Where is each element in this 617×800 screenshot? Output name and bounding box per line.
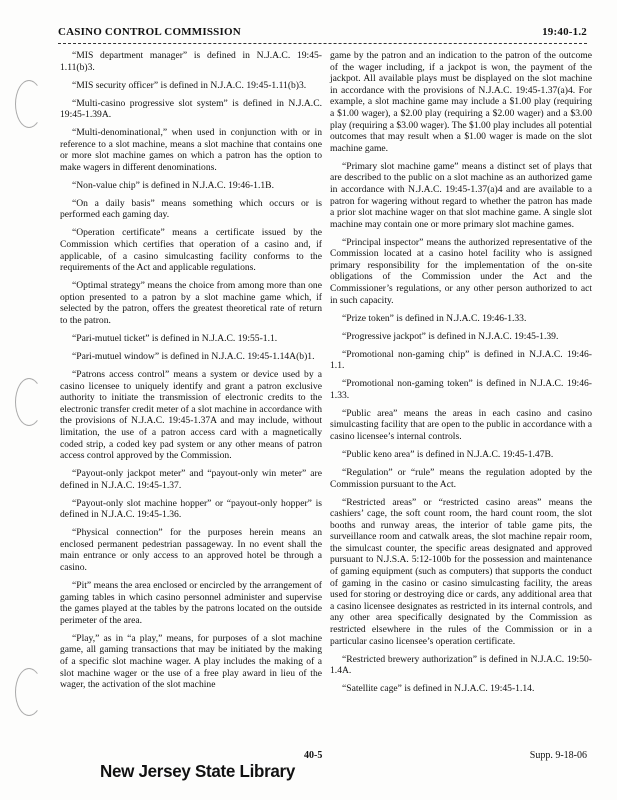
header-section-number: 19:40-1.2 [542,26,587,38]
definition-paragraph: “Pari-mutuel ticket” is defined in N.J.A.C. 19:55-1.1. [72,333,278,344]
definition-paragraph: “Pit” means the area enclosed or encircled by the arrangement of gaming tables in which casino personnel administer and supervise the games played at the tables by the patrons located on the outside perimeter of the area. [60,580,322,626]
definition-paragraph: “On a daily basis” means something which occurs or is performed each gaming day. [60,197,322,221]
definition-paragraph: “MIS security officer” is defined in N.J.A.C. 19:45-1.11(b)3. [72,79,307,91]
page-number: 40-5 [304,750,323,761]
definition-paragraph: “Satellite cage” is defined in N.J.A.C. 19:45-1.14. [342,683,535,695]
definition-paragraph: “Principal inspector” means the authorized representative of the Commission located at a casino hotel facility who is assigned primary responsibility for the implementation of the on-site obligations of the Commission under the Act and the Commissioner’s regulations, or any other person authorized to act in such capacity. [330,236,592,306]
punch-hole-mark [15,668,43,716]
definition-paragraph: “Restricted brewery authorization” is defined in N.J.A.C. 19:50-1.4A. [330,653,592,677]
definition-paragraph: “Physical connection” for the purposes herein means an enclosed permanent pedestrian passageway. In no event shall the main entrance or only access to an approved hotel be through a casino. [60,527,322,574]
left-column [60,50,322,697]
header-rule [58,43,587,44]
continued-paragraph: game by the patron and an indication to the patron of the outcome of the wager including, if a jackpot is won, the payment of the jackpot. All available plays must be displayed on the slot machine in accordance with the provisions of N.J.A.C. 19:45-1.37(a)4. For example, a slot machine game may include a $1.00 play (requiring a $1.00 wager), a $2.00 play (requiring a $2.00 wager) and a $3.00 play (requiring a $3.00 wager). The $1.00 play includes all potential outcomes that may result when a $1.00 wager is made on the slot machine game. [330,50,592,154]
punch-hole-mark [15,80,43,128]
definition-paragraph: “Restricted areas” or “restricted casino areas” means the cashiers’ cage, the soft count room, the hard count room, the slot booths and runway areas, the interior of table game pits, the surveillance room and catwalk areas, the slot machine repair room, the simulcast counter, the specific areas designated and approved pursuant to N.J.S.A. 5:12-100b for the possession and maintenance of gaming equipment (such as computers) that supports the conduct of gaming in the casino or casino simulcasting facility, the areas used for storing or destroying dice or cards, any additional area that a casino licensee designates as restricted in its internal controls, and any other area specifically designated by the Commission as restricted elsewhere in the rules of the Commission or in a particular casino licensee’s operation certificate. [330,496,592,647]
definition-paragraph: “Operation certificate” means a certificate issued by the Commission which certifies that operation of a casino and, if applicable, of a casino simulcasting facility conforms to the requirements of the Act and applicable regulations. [60,227,322,274]
right-column [330,50,592,701]
punch-hole-mark [15,378,43,426]
definition-paragraph: “Promotional non-gaming chip” is defined in N.J.A.C. 19:46-1.1. [330,348,592,372]
running-header [58,26,587,44]
definition-paragraph: “Optimal strategy” means the choice from among more than one option presented to a patron by a slot machine game which, if selected by the patron, offers the greatest theoretical rate of return to the patron. [60,280,322,327]
definition-paragraph: “Public area” means the areas in each casino and casino simulcasting facility that are open to the public in accordance with a casino licensee’s internal controls. [330,407,592,442]
supplement-date: Supp. 9-18-06 [529,750,587,761]
definition-paragraph: “Progressive jackpot” is defined in N.J.A.C. 19:45-1.39. [342,330,559,342]
definition-paragraph: “Primary slot machine game” means a distinct set of plays that are described to the public on a slot machine as an authorized game in accordance with N.J.A.C. 19:45-1.37(a)4 and are available to a patron for wagering without regard to whether the patron has made a prior slot machine wager on that slot machine game. A single slot machine may contain one or more primary slot machine games. [330,160,592,230]
definition-paragraph: “Public keno area” is defined in N.J.A.C. 19:45-1.47B. [342,448,554,460]
definition-paragraph: “Multi-denominational,” when used in conjunction with or in reference to a slot machine, means a slot machine that contains one or more slot machine games on which a patron has the option to make wagers in different denominations. [60,127,322,173]
definition-paragraph: “Payout-only jackpot meter” and “payout-only win meter” are defined in N.J.A.C. 19:45-1.37. [60,468,322,491]
definition-paragraph: “Patrons access control” means a system or device used by a casino licensee to uniquely identify and grant a patron exclusive authority to initiate the transmission of electronic credits to the electronic transfer credit meter of a slot machine in accordance with the provisions of N.J.A.C. 19:45-1.37A and may include, without limitation, the use of a patron access card with a magnetically coded strip, a coded key pad system or any other means of patron access control approved by the Commission. [60,368,322,462]
definition-paragraph: “Non-value chip” is defined in N.J.A.C. 19:46-1.1B. [72,179,274,191]
definition-paragraph: “Multi-casino progressive slot system” is defined in N.J.A.C. 19:45-1.39A. [60,97,322,121]
definition-paragraph: “Pari-mutuel window” is defined in N.J.A.C. 19:45-1.14A(b)1. [72,350,315,362]
header-title: CASINO CONTROL COMMISSION [58,26,241,38]
definition-paragraph: “Promotional non-gaming token” is defined in N.J.A.C. 19:46-1.33. [330,378,592,401]
definition-paragraph: “Prize token” is defined in N.J.A.C. 19:46-1.33. [342,312,527,324]
library-watermark: New Jersey State Library [100,761,296,782]
definition-paragraph: “Regulation” or “rule” means the regulation adopted by the Commission pursuant to the Act. [330,466,592,490]
definition-paragraph: “Payout-only slot machine hopper” or “payout-only hopper” is defined in N.J.A.C. 19:45-1.36. [60,497,322,521]
definition-paragraph: “Play,” as in “a play,” means, for purposes of a slot machine game, all gaming transactions that may be initiated by the making of a specific slot machine wager. A play includes the making of a slot machine wager or the use of a free play award in lieu of the wager, the activation of the slot machine [60,632,322,691]
definition-paragraph: “MIS department manager” is defined in N.J.A.C. 19:45-1.11(b)3. [60,50,322,73]
